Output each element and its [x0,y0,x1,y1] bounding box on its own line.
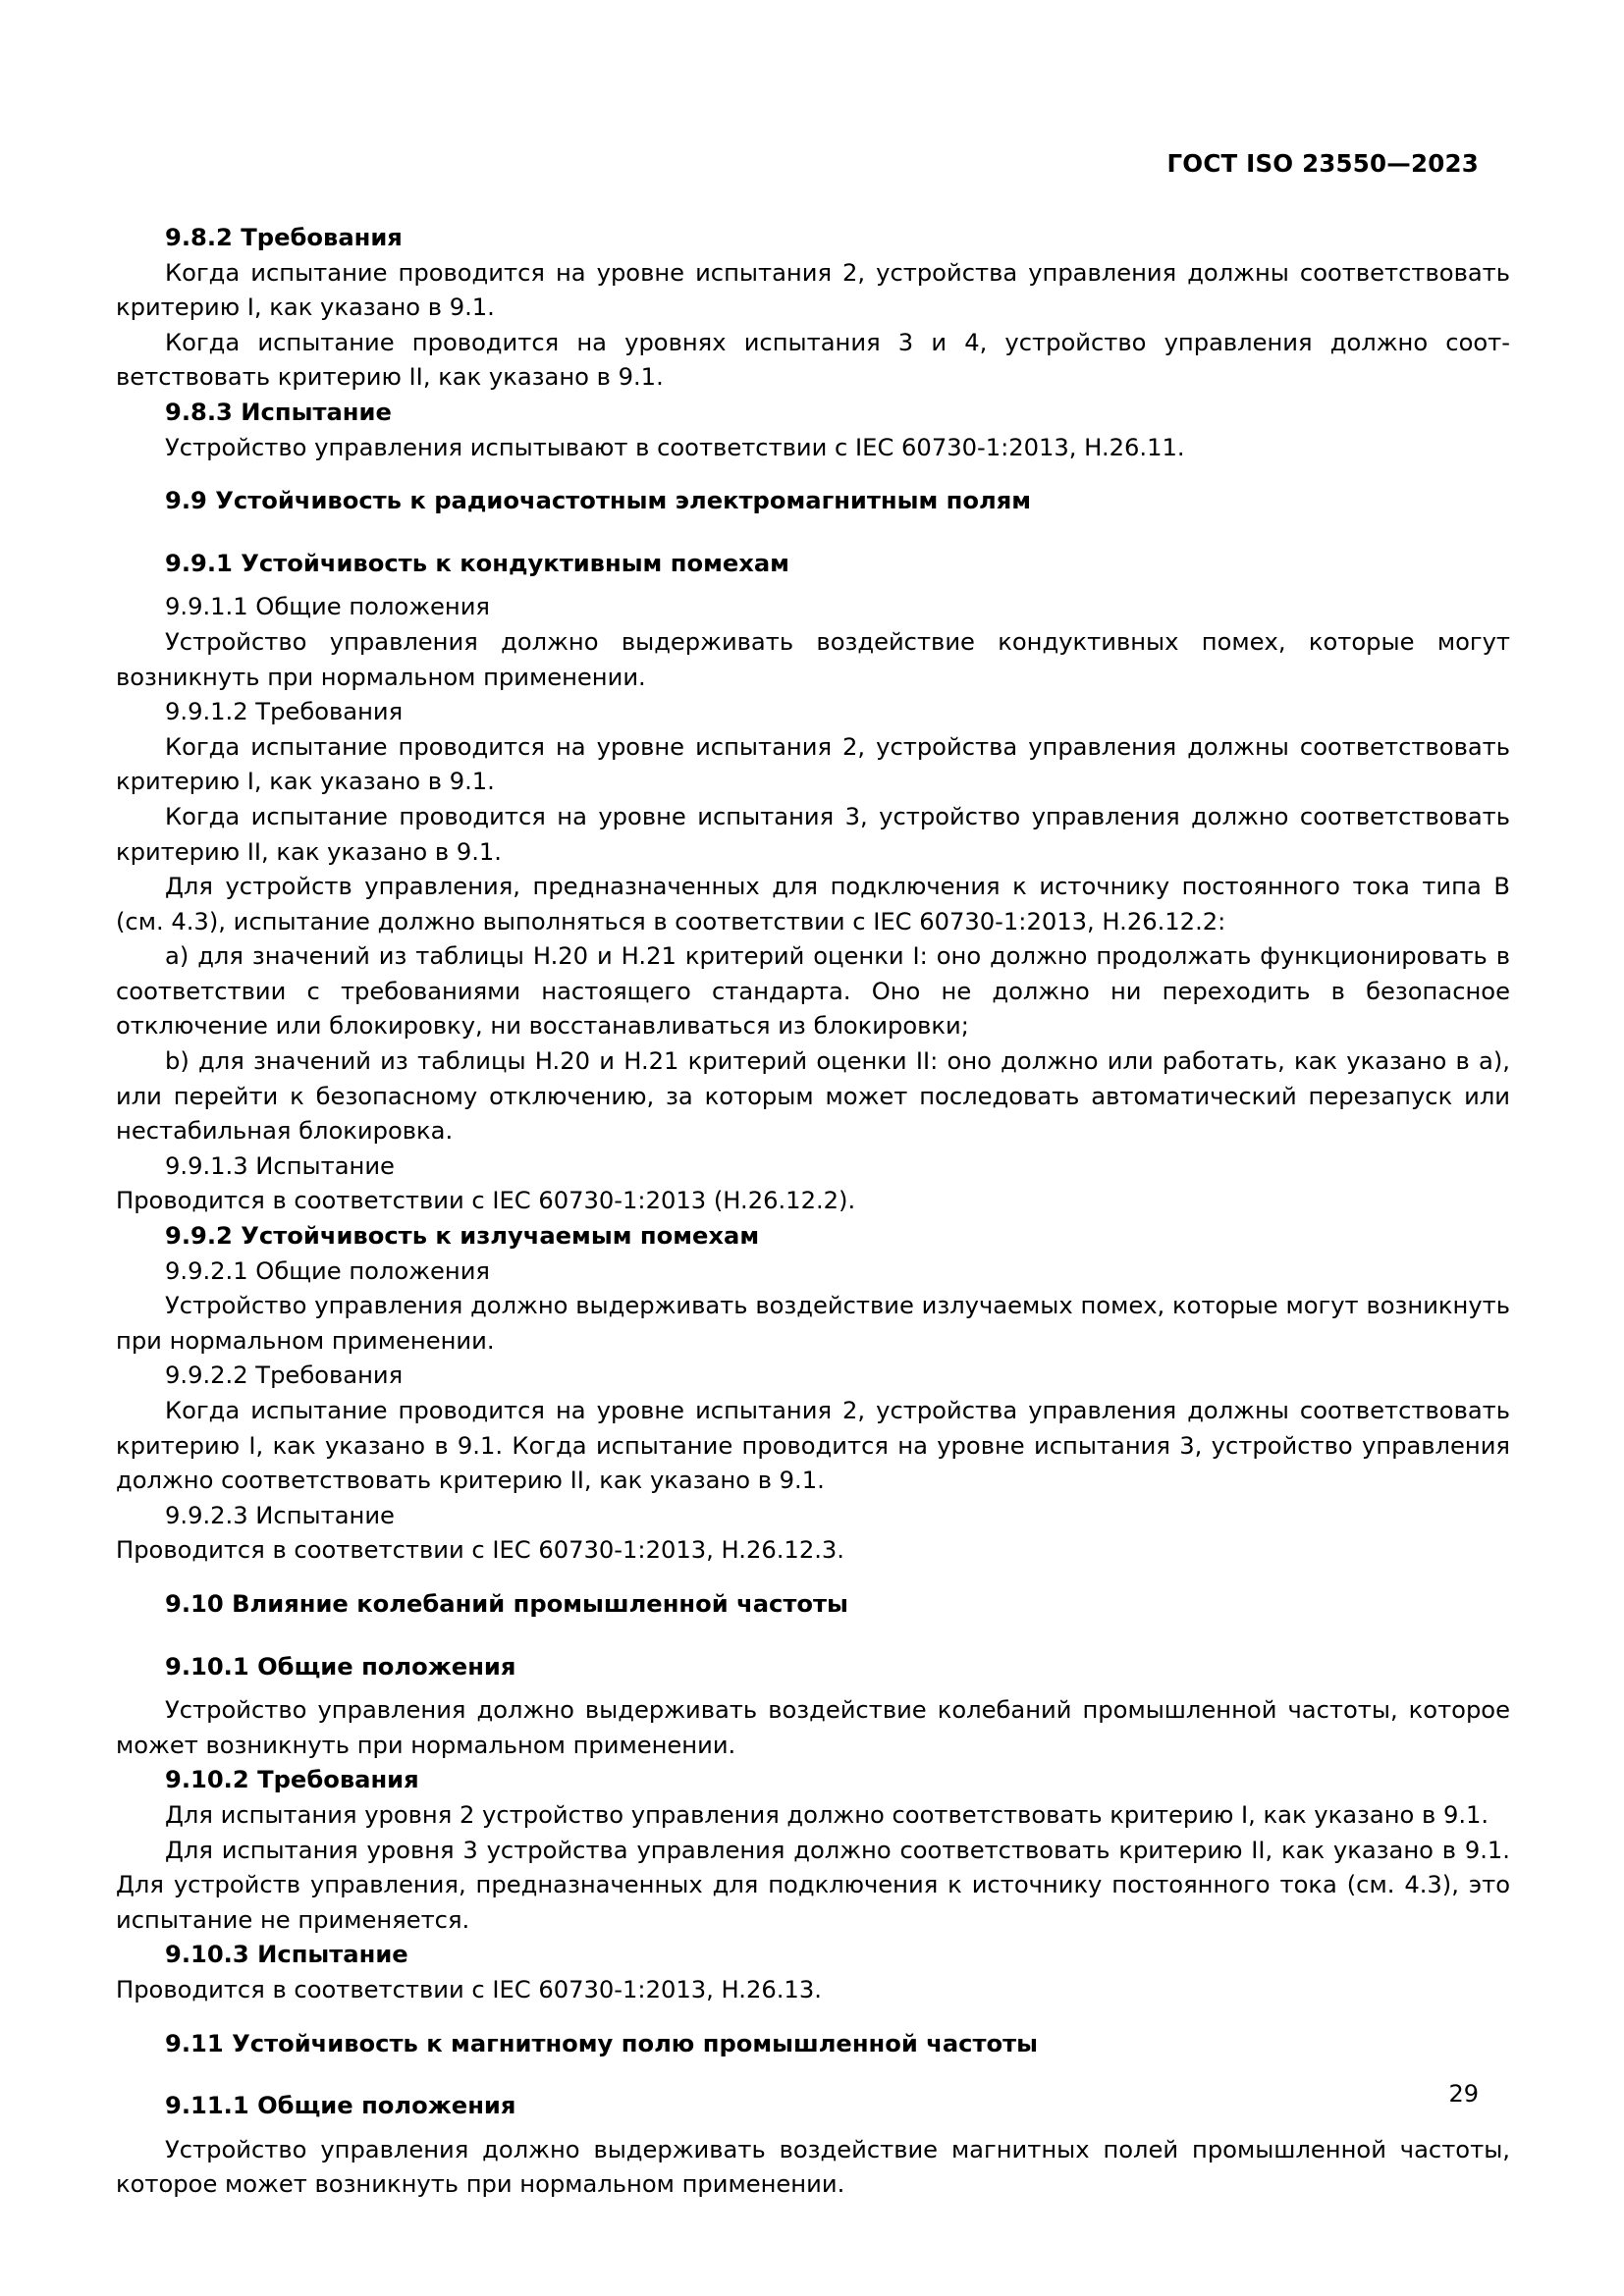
body-paragraph: a) для значений из таблицы H.20 и H.21 критерий оценки I: оно должно продолжать функционировать в соответствии с требованиями настоящего стандарта. Оно не должно ни переходить в безопасное отключение или блокировку, ни восстанавливаться из блокировки; [116,942,1510,1041]
vertical-spacer [116,1623,1510,1631]
body-paragraph: Устройство управления должно выдерживать воздействие колебаний промышленной частоты, которое может возникнуть при нормальном применении. [116,1696,1510,1759]
body-paragraph: Устройство управления должно выдерживать воздействие магнитных полей промышленной частоты, которое может возникнуть при нормальном применении. [116,2135,1510,2199]
vertical-spacer [116,2061,1510,2070]
body-paragraph: Для устройств управления, предназначенных для подключения к источнику постоянного тока типа B (см. 4.3), испытание должно выполняться в соответствии с IEC 60730-1:2013, H.26.12.2: [116,873,1510,935]
body-paragraph: Проводится в соответствии с IEC 60730-1:2013 (H.26.12.2). [116,1187,856,1215]
section-heading: 9.10.1 Общие положения [165,1652,516,1681]
vertical-spacer [116,519,1510,528]
body-paragraph: Устройство управления должно выдерживать воздействие кондуктивных помех, которые могут возникнуть при нормальном применении. [116,627,1510,691]
vertical-spacer [116,1569,1510,1587]
page-header-standard-number: ГОСТ ISO 23550—2023 [1166,149,1479,178]
body-paragraph: Проводится в соответствии с IEC 60730-1:2013, H.26.12.3. [116,1536,844,1565]
body-paragraph: Когда испытание проводится на уровне испытания 2, устройства управления должны соответствовать критерию I, как указано в 9.1. [116,732,1510,796]
document-body [116,221,1510,2203]
vertical-spacer [116,581,1510,590]
vertical-spacer [116,2008,1510,2027]
body-paragraph: Когда испытание проводится на уровнях испытания 3 и 4, устройство управления должно соответствовать критерию II, как указано в 9.1. [116,328,1510,392]
vertical-spacer [116,2124,1510,2133]
page-number: 29 [1448,2080,1479,2108]
section-heading: 9.8.2 Требования [165,224,403,251]
section-heading: 9.11 Устойчивость к магнитному полю промышленной частоты [165,2029,1039,2057]
section-heading: 9.8.3 Испытание [165,398,392,426]
vertical-spacer [116,528,1510,547]
section-heading: 9.9.1 Устойчивость к кондуктивным помехам [165,549,789,577]
subsection-heading: 9.9.1.3 Испытание [165,1151,395,1180]
subsection-heading: 9.9.2.1 Общие положения [165,1256,490,1285]
body-paragraph: Для испытания уровня 3 устройства управления должно соответствовать критерию II, как указано в 9.1. Для устройств управления, предназначенных для подключения к источнику постоянного тока (см. 4.3), это испытание не применяется. [116,1836,1510,1934]
section-heading: 9.9 Устойчивость к радиочастотным электромагнитным полям [165,487,1032,515]
section-heading: 9.10.3 Испытание [165,1941,408,1969]
vertical-spacer [116,465,1510,484]
subsection-heading: 9.9.1.2 Требования [165,698,404,726]
body-paragraph: Устройство управления должно выдерживать воздействие излучаемых помех, которые могут возникнуть при нормальном применении. [116,1292,1510,1355]
subsection-heading: 9.9.1.1 Общие положения [165,593,490,621]
subsection-heading: 9.9.2.3 Испытание [165,1501,395,1529]
vertical-spacer [116,1631,1510,1650]
section-heading: 9.11.1 Общие положения [165,2092,516,2120]
body-paragraph: Когда испытание проводится на уровне испытания 2, устройства управления должны соответствовать критерию I, как указано в 9.1. Когда испытание проводится на уровне испытания 3, устройство управления должно соответствовать критерию II, как указано в 9.1. [116,1397,1510,1495]
body-paragraph: Для испытания уровня 2 устройство управления должно соответствовать критерию I, как указано в 9.1. [165,1800,1489,1829]
body-paragraph: Устройство управления испытывают в соответствии с IEC 60730-1:2013, H.26.11. [165,433,1185,461]
section-heading: 9.10.2 Требования [165,1766,419,1794]
body-paragraph: b) для значений из таблицы H.20 и H.21 критерий оценки II: оно должно или работать, как указано в a), или перейти к безопасному отключению, за которым может последовать автоматический перезапуск или нестабильная блокировка. [116,1047,1510,1146]
subsection-heading: 9.9.2.2 Требования [165,1362,404,1390]
body-paragraph: Когда испытание проводится на уровне испытания 3, устройство управления должно соответствовать критерию II, как указано в 9.1. [116,802,1510,866]
vertical-spacer [116,2070,1510,2089]
body-paragraph: Когда испытание проводится на уровне испытания 2, устройства управления должны соответствовать критерию I, как указано в 9.1. [116,258,1510,322]
section-heading: 9.9.2 Устойчивость к излучаемым помехам [165,1222,760,1251]
body-paragraph: Проводится в соответствии с IEC 60730-1:2013, H.26.13. [116,1975,822,2003]
vertical-spacer [116,1684,1510,1693]
section-heading: 9.10 Влияние колебаний промышленной частоты [165,1589,848,1618]
